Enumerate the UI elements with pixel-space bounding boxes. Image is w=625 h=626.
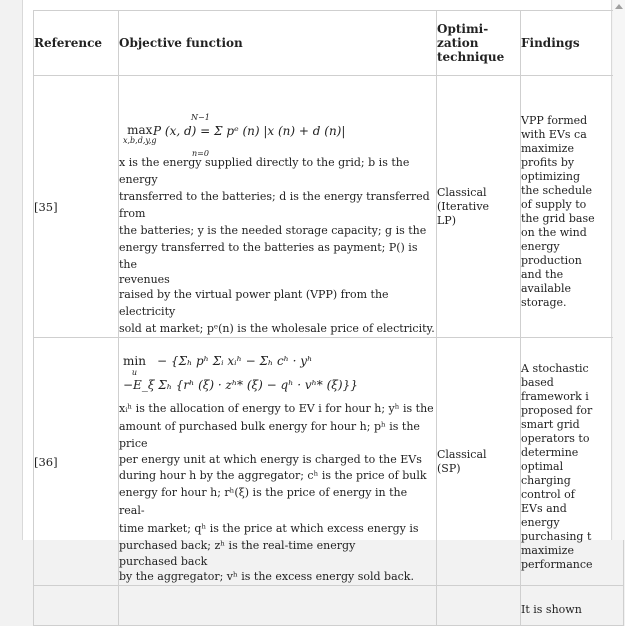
objective-formula: max x,b,d,y,g N−1 n=0 P (x, d) = Σ pᵉ (n) |x (n) + d (n)| xyxy=(123,113,346,158)
findings-cell: VPP formed with EVs ca maximize profits by optimizing the schedule of supply to the grid base on the wind energy production and the available storage. xyxy=(521,76,624,338)
page-viewport xyxy=(22,0,612,616)
reference-link[interactable]: [35] xyxy=(34,199,58,214)
objective-description: xᵢʰ is the allocation of energy to EV i for hour h; yʰ is the amount of purchased bulk energy for hour h; pʰ is the price per energy unit at which energy is charged to the EVs during hour h by the aggregator; cʰ is the price of bulk energy for hour h; rʰ(ξ) is the price of energy in the real- time market; qʰ is the price at which excess energy is purchased back; zʰ is the real-time energy purchased back by the aggregator; vʰ is the excess energy sold back. xyxy=(119,402,434,583)
objective-description: x is the energy supplied directly to the grid; b is the energy transferred to the batteries; d is the energy transferred from the batteries; y is the needed storage capacity; g is the energy transferred to the batteries as payment; P() is the revenues raised by the virtual power plant (VPP) from the electricity sold at market; pᵉ(n) is the wholesale price of electricity. xyxy=(119,156,435,335)
table-row xyxy=(34,76,624,338)
objective-formula: min u − {Σₕ pʰ Σᵢ xᵢʰ − Σₕ cʰ · yʰ −E_ξ Σₕ {rʰ (ξ) · zʰ* (ξ) − qʰ · vʰ* (ξ)}} xyxy=(123,354,358,392)
technique-cell: Classical (Iterative LP) xyxy=(437,76,521,338)
objective-cell xyxy=(119,586,437,626)
header-objective-function: Objective function xyxy=(119,11,437,76)
reference-cell xyxy=(34,586,119,626)
findings-cell: It is shown xyxy=(521,586,624,626)
table-row xyxy=(34,338,624,586)
header-reference: Reference xyxy=(34,11,119,76)
header-optimization-technique: Optimi- zation technique xyxy=(437,11,521,76)
table-header-row xyxy=(34,11,624,76)
reference-cell xyxy=(34,338,119,586)
header-findings: Findings xyxy=(521,11,624,76)
objective-cell xyxy=(119,338,437,586)
reference-link[interactable]: [36] xyxy=(34,454,58,469)
reference-cell xyxy=(34,76,119,338)
scroll-up-arrow-icon[interactable] xyxy=(615,4,623,9)
findings-cell: A stochastic based framework i proposed for smart grid operators to determine optimal charging control of EVs and energy purchasing t maximize performance xyxy=(521,338,624,586)
technique-cell xyxy=(437,586,521,626)
table-row xyxy=(34,586,624,626)
objective-cell xyxy=(119,76,437,338)
vertical-scrollbar[interactable] xyxy=(613,0,625,540)
comparison-table xyxy=(33,10,624,626)
technique-cell: Classical (SP) xyxy=(437,338,521,586)
